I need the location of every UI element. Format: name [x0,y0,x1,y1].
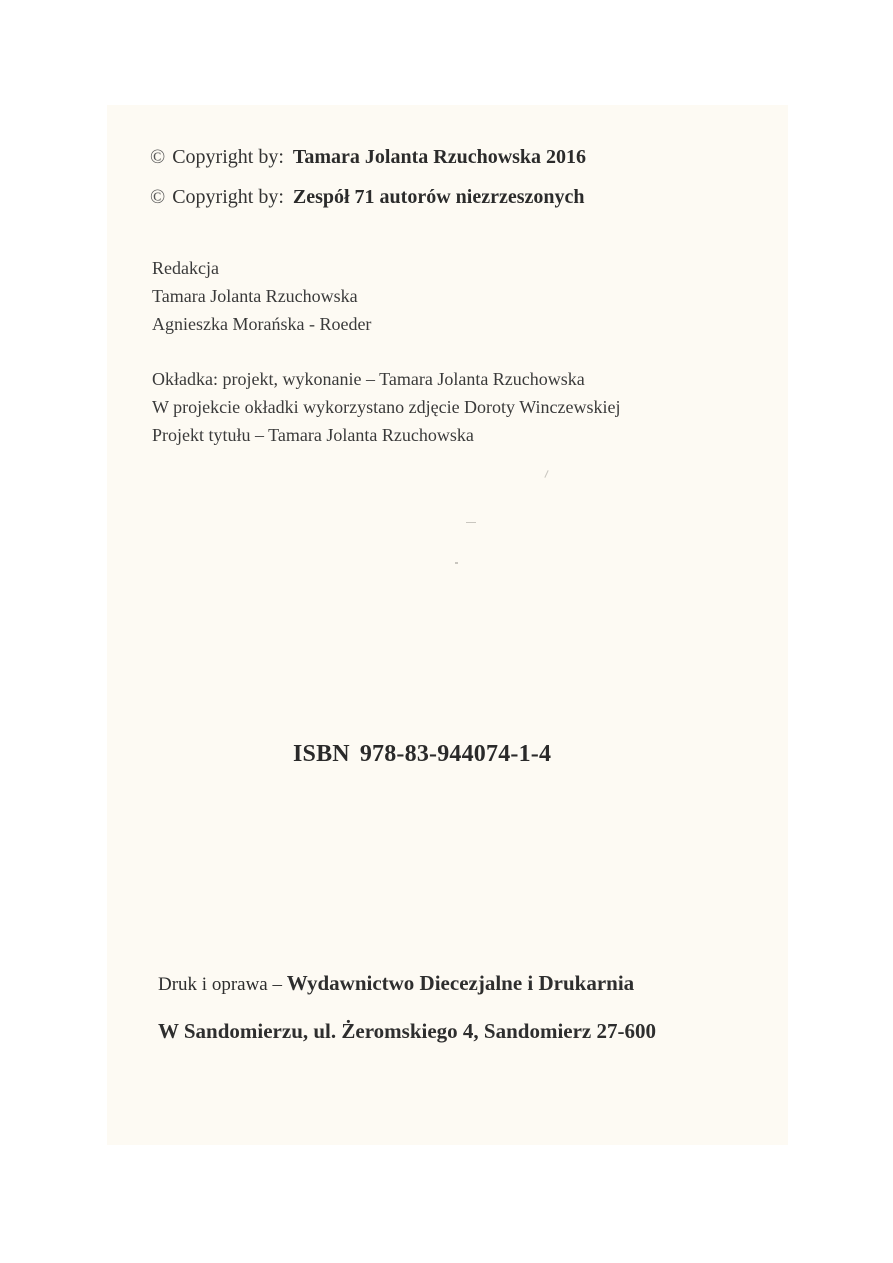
editor-name: Agnieszka Morańska - Roeder [152,314,372,334]
scan-speck [455,562,458,564]
scan-speck [466,522,476,523]
printer-name: Wydawnictwo Diecezjalne i Drukarnia [286,971,635,995]
copyright-label: Copyright by: [172,146,284,168]
copyright-symbol: © [150,186,166,208]
cover-credit: Okładka: projekt, wykonanie – Tamara Jolanta Rzuchowska [152,369,585,389]
printer-line [158,971,634,996]
printer-address-line [158,1019,656,1044]
editor-name: Tamara Jolanta Rzuchowska [152,286,358,306]
cover-photo-credit: W projekcie okładki wykorzystano zdjęcie Doroty Winczewskiej [152,397,621,417]
isbn-label: ISBN [293,741,350,767]
copyright-line-2 [150,186,585,209]
printer-address: W Sandomierzu, ul. Żeromskiego 4, Sandomierz 27-600 [158,1019,656,1043]
editing-heading: Redakcja [152,258,219,278]
copyright-symbol: © [150,146,166,168]
copyright-holder: Tamara Jolanta Rzuchowska 2016 [292,146,587,168]
copyright-label: Copyright by: [172,186,284,208]
isbn-code: 978-83-944074-1-4 [359,741,552,767]
copyright-holder: Zespół 71 autorów niezrzeszonych [292,186,585,208]
title-credit: Projekt tytułu – Tamara Jolanta Rzuchowska [152,425,474,445]
printer-prefix: Druk i oprawa – [158,974,282,995]
isbn [293,741,551,768]
copyright-line-1 [150,146,586,169]
